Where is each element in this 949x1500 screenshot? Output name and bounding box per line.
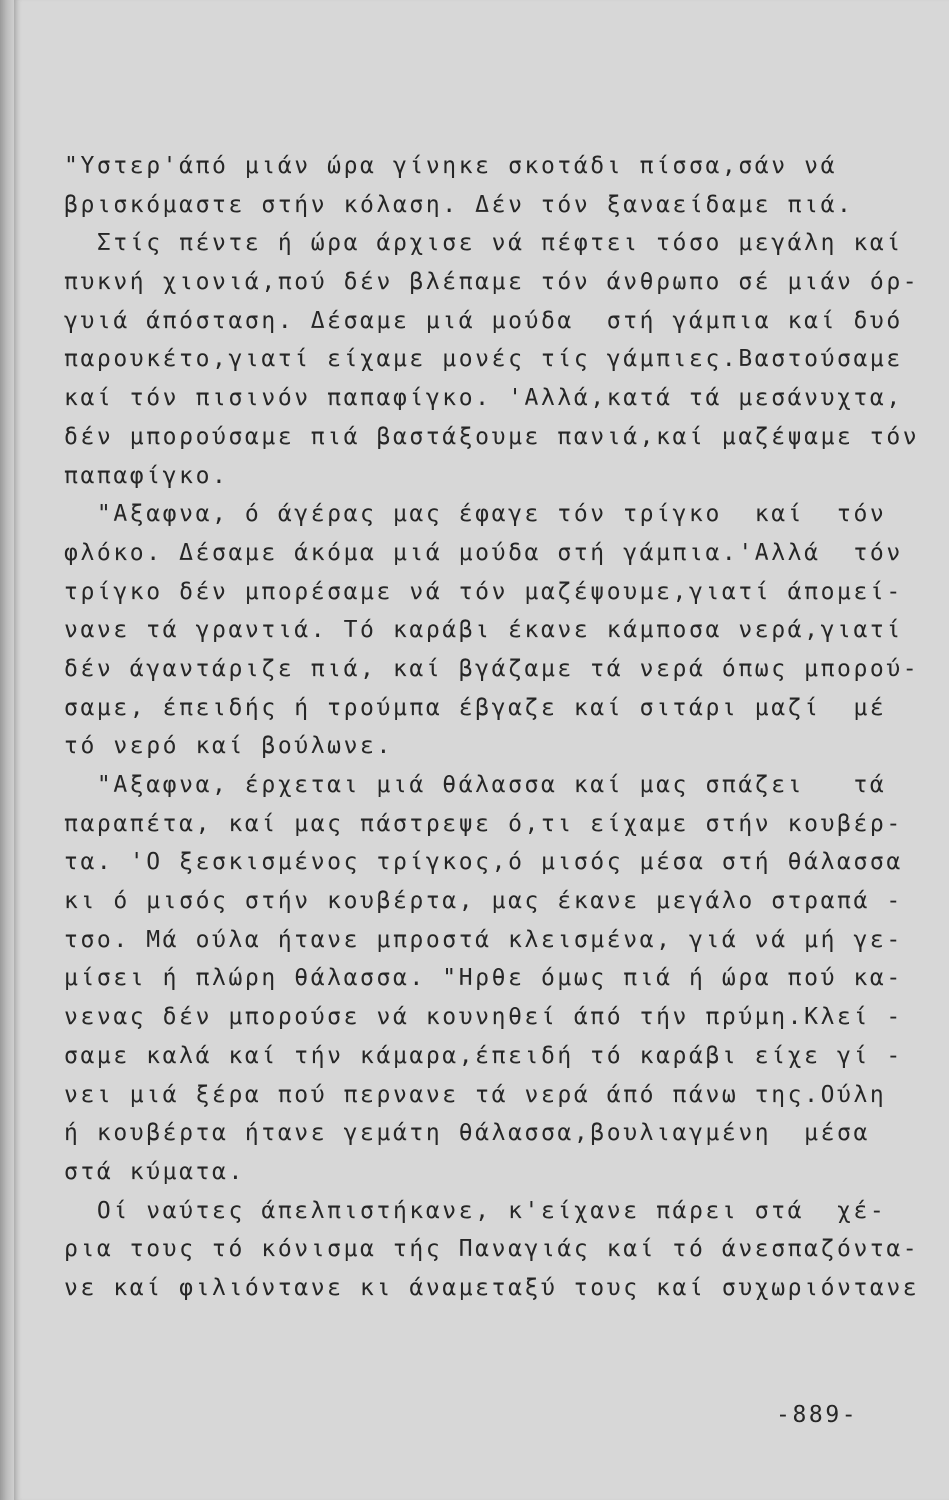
text-line: Στίς πέντε ή ώρα άρχισε νά πέφτει τόσο μεγάλη καί xyxy=(64,230,903,257)
text-line: τσο. Μά ούλα ήτανε μπροστά κλεισμένα, γιά νά μή γε- xyxy=(64,926,903,953)
page-number: -889- xyxy=(776,1402,859,1428)
text-line: "Υστερ'άπό μιάν ώρα γίνηκε σκοτάδι πίσσα,σάν νά xyxy=(64,153,838,179)
text-line: μίσει ή πλώρη θάλασσα. "Ηρθε όμως πιά ή ώρα πού κα- xyxy=(64,965,903,992)
text-line: παπαφίγκο. xyxy=(64,462,229,489)
text-line: τρίγκο δέν μπορέσαμε νά τόν μαζέψουμε,γιατί άπομεί- xyxy=(64,578,903,605)
text-line: "Αξαφνα, έρχεται μιά θάλασσα καί μας σπάζει τά xyxy=(64,772,887,798)
document-page xyxy=(14,0,949,1500)
text-line: γυιά άπόσταση. Δέσαμε μιά μούδα στή γάμπια καί δυό xyxy=(64,307,903,334)
text-line: παραπέτα, καί μας πάστρεψε ό,τι είχαμε στήν κουβέρ- xyxy=(64,810,903,837)
page-binding-edge xyxy=(0,0,14,1500)
text-line: κι ό μισός στήν κουβέρτα, μας έκανε μεγάλο στραπά - xyxy=(64,888,903,915)
text-line: δέν μπορούσαμε πιά βαστάξουμε πανιά,καί μαζέψαμε τόν xyxy=(64,423,920,450)
text-line: σαμε καλά καί τήν κάμαρα,έπειδή τό καράβι είχε γί - xyxy=(64,1042,903,1069)
text-line: τό νερό καί βούλωνε. xyxy=(64,733,393,760)
text-line: παρουκέτο,γιατί είχαμε μονές τίς γάμπιες.Βαστούσαμε xyxy=(64,346,903,373)
text-line: φλόκο. Δέσαμε άκόμα μιά μούδα στή γάμπια.'Αλλά τόν xyxy=(64,539,903,566)
text-line: βρισκόμαστε στήν κόλαση. Δέν τόν ξαναείδαμε πιά. xyxy=(64,191,854,218)
text-line: νανε τά γραντιά. Τό καράβι έκανε κάμποσα νερά,γιατί xyxy=(64,617,903,644)
text-line: ρια τους τό κόνισμα τής Παναγιάς καί τό άνεσπαζόντα- xyxy=(64,1236,920,1263)
body-text xyxy=(64,147,924,1308)
text-line: στά κύματα. xyxy=(64,1158,245,1185)
text-line: νενας δέν μπορούσε νά κουνηθεί άπό τήν πρύμη.Κλεί - xyxy=(64,1004,903,1031)
text-line: Οί ναύτες άπελπιστήκανε, κ'είχανε πάρει στά χέ- xyxy=(64,1197,887,1224)
text-line: δέν άγαντάριζε πιά, καί βγάζαμε τά νερά όπως μπορού- xyxy=(64,655,920,682)
text-line: τα. 'Ο ξεσκισμένος τρίγκος,ό μισός μέσα στή θάλασσα xyxy=(64,849,903,876)
text-line: καί τόν πισινόν παπαφίγκο. 'Αλλά,κατά τά μεσάνυχτα, xyxy=(64,385,903,412)
text-line: νει μιά ξέρα πού περνανε τά νερά άπό πάνω της.Ούλη xyxy=(64,1081,887,1108)
text-line: πυκνή χιονιά,πού δέν βλέπαμε τόν άνθρωπο σέ μιάν όρ- xyxy=(64,269,920,296)
text-line: "Αξαφνα, ό άγέρας μας έφαγε τόν τρίγκο καί τόν xyxy=(64,501,887,528)
text-line: νε καί φιλιόντανε κι άναμεταξύ τους καί συχωριόντανε xyxy=(64,1274,920,1301)
text-line: ή κουβέρτα ήτανε γεμάτη θάλασσα,βουλιαγμένη μέσα xyxy=(64,1120,870,1147)
text-line: σαμε, έπειδής ή τρούμπα έβγαζε καί σιτάρι μαζί μέ xyxy=(64,694,887,721)
